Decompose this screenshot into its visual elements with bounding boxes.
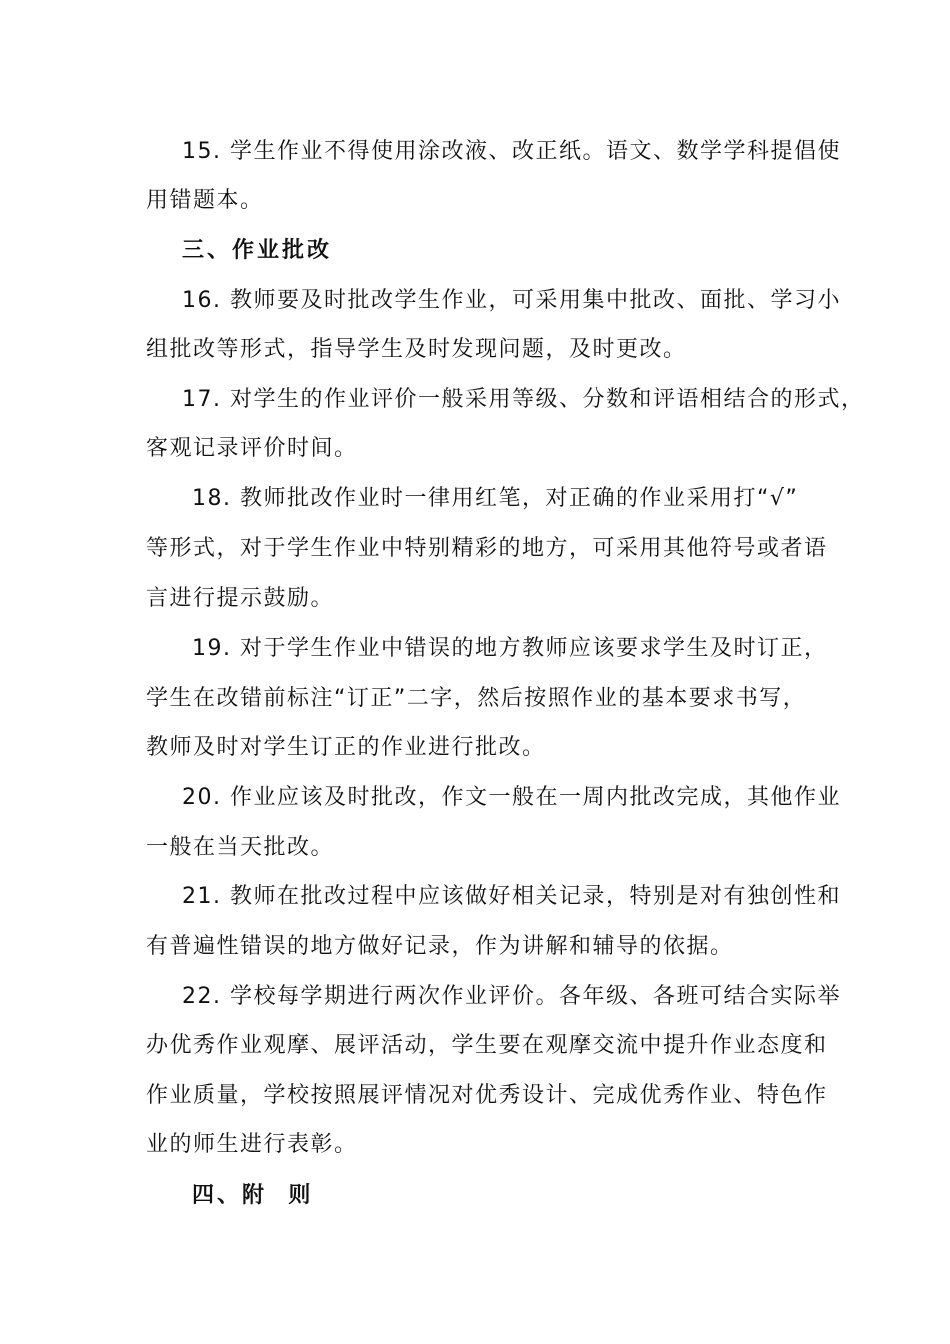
section-heading-supplementary-provisions: 四、附 则 — [192, 1183, 314, 1208]
paragraph-16-line-2: 组批改等形式，指导学生及时发现问题，及时更改。 — [146, 337, 687, 362]
paragraph-22-line-2: 办优秀作业观摩、展评活动，学生要在观摩交流中提升作业态度和 — [146, 1033, 828, 1058]
paragraph-20-line-2: 一般在当天批改。 — [146, 835, 335, 860]
paragraph-22-line-3: 作业质量，学校按照展评情况对优秀设计、完成优秀作业、特色作 — [146, 1083, 828, 1108]
paragraph-20-line-1: 20. 作业应该及时批改，作文一般在一周内批改完成，其他作业 — [182, 785, 841, 810]
paragraph-19-line-3: 教师及时对学生订正的作业进行批改。 — [146, 735, 546, 760]
paragraph-17-line-1: 17. 对学生的作业评价一般采用等级、分数和评语相结合的形式， — [182, 387, 865, 412]
paragraph-15-line-2: 用错题本。 — [146, 188, 264, 213]
paragraph-22-line-4: 业的师生进行表彰。 — [146, 1132, 358, 1157]
paragraph-19-line-1: 19. 对于学生作业中错误的地方教师应该要求学生及时订正， — [192, 636, 828, 661]
paragraph-18-line-3: 言进行提示鼓励。 — [146, 586, 335, 611]
paragraph-18-line-1: 18. 教师批改作业时一律用红笔，对正确的作业采用打“√” — [192, 486, 799, 511]
paragraph-21-line-2: 有普遍性错误的地方做好记录，作为讲解和辅导的依据。 — [146, 934, 734, 959]
paragraph-15-line-1: 15. 学生作业不得使用涂改液、改正纸。语文、数学学科提倡使 — [182, 139, 841, 164]
paragraph-21-line-1: 21. 教师在批改过程中应该做好相关记录，特别是对有独创性和 — [182, 884, 841, 909]
paragraph-22-line-1: 22. 学校每学期进行两次作业评价。各年级、各班可结合实际举 — [182, 984, 841, 1009]
paragraph-19-line-2: 学生在改错前标注“订正”二字，然后按照作业的基本要求书写， — [146, 686, 807, 711]
paragraph-17-line-2: 客观记录评价时间。 — [146, 436, 358, 461]
paragraph-16-line-1: 16. 教师要及时批改学生作业，可采用集中批改、面批、学习小 — [182, 288, 841, 313]
section-heading-homework-correction: 三、作业批改 — [182, 238, 333, 263]
paragraph-18-line-2: 等形式，对于学生作业中特别精彩的地方，可采用其他符号或者语 — [146, 536, 828, 561]
